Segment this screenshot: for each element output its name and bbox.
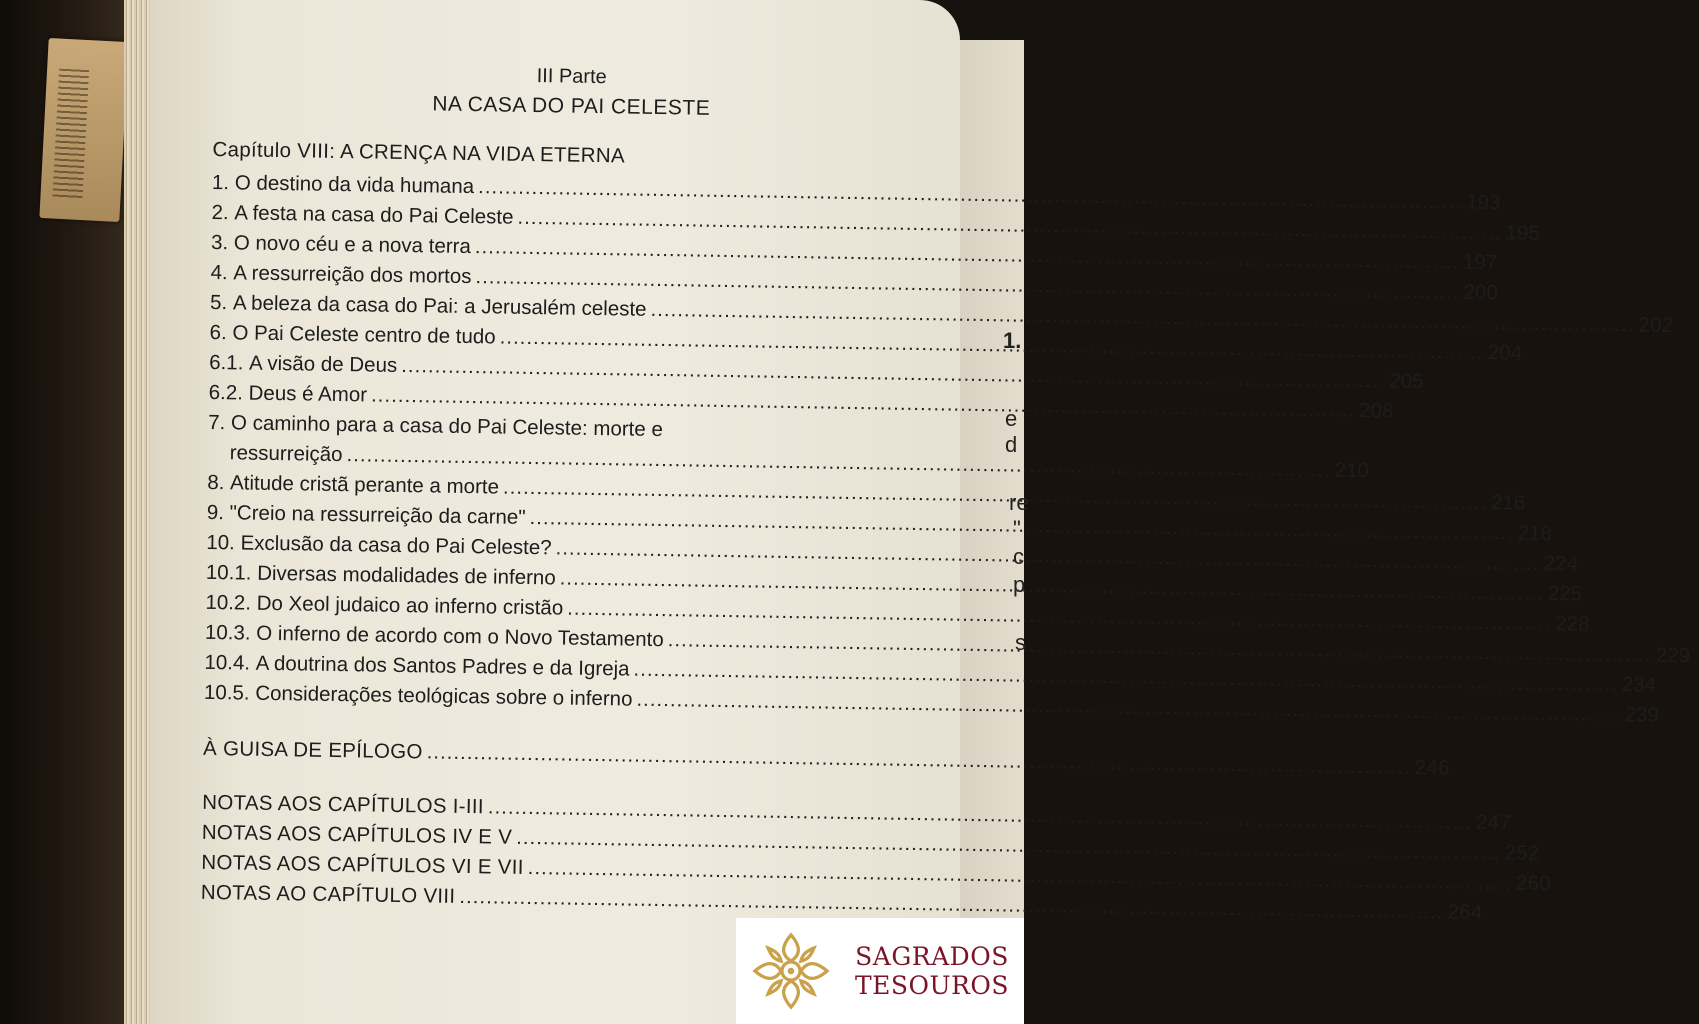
facing-page-fragment: e bbox=[1005, 406, 1018, 431]
toc-page-number: 200 bbox=[1463, 280, 1499, 305]
toc-title: Deus é Amor bbox=[248, 381, 368, 407]
toc-page-number: 260 bbox=[1515, 871, 1552, 896]
toc-page-number: 208 bbox=[1359, 399, 1394, 423]
toc-title: Atitude cristã perante a morte bbox=[229, 471, 500, 499]
toc-page-number: 195 bbox=[1505, 221, 1541, 245]
toc-page-number: 229 bbox=[1655, 643, 1691, 668]
notes-title: NOTAS AOS CAPÍTULOS VI E VII bbox=[201, 850, 524, 879]
toc-title: O inferno de acordo com o Novo Testamento bbox=[256, 621, 664, 652]
chapter-title: Capítulo VIII: A CRENÇA NA VIDA ETERNA bbox=[212, 137, 626, 168]
toc-title: O destino da vida humana bbox=[234, 171, 475, 199]
toc-page-number: 264 bbox=[1447, 900, 1483, 925]
toc-page-number: 239 bbox=[1624, 703, 1659, 727]
toc-title: Considerações teológicas sobre o inferno bbox=[255, 681, 633, 711]
toc-title: ressurreição bbox=[229, 441, 343, 467]
toc-page-number: 202 bbox=[1638, 313, 1674, 337]
facing-page-fragment: " bbox=[1013, 516, 1021, 541]
toc-title: O novo céu e a nova terra bbox=[233, 231, 472, 259]
facing-page-fragment: 1. bbox=[1003, 328, 1022, 353]
toc-number: 10.5. bbox=[203, 680, 256, 705]
toc-page-number: 205 bbox=[1389, 369, 1424, 394]
toc-title: A beleza da casa do Pai: a Jerusalém celeste bbox=[232, 291, 647, 321]
ornament-icon bbox=[750, 930, 832, 1012]
toc-number: 10.3. bbox=[204, 620, 257, 645]
toc-page-number: 246 bbox=[1414, 755, 1451, 780]
part-label: III Parte bbox=[536, 65, 607, 89]
notes-title: NOTAS AOS CAPÍTULOS IV E V bbox=[201, 820, 513, 849]
toc-number: 10.2. bbox=[205, 590, 257, 615]
part-header bbox=[213, 56, 920, 127]
toc-title: Diversas modalidades de inferno bbox=[256, 561, 556, 590]
toc-page-number: 252 bbox=[1504, 841, 1540, 865]
brand-logo bbox=[736, 918, 1024, 1024]
epilogue-row bbox=[202, 734, 1451, 780]
toc-number: 10.1. bbox=[205, 560, 258, 585]
toc-page-number: 210 bbox=[1334, 458, 1370, 483]
part-title: NA CASA DO PAI CELESTE bbox=[432, 92, 711, 120]
facing-page-fragment: s bbox=[1015, 630, 1026, 655]
toc-page-number: 228 bbox=[1555, 612, 1590, 636]
toc-page-number: 218 bbox=[1517, 521, 1553, 546]
toc-number: 3. bbox=[210, 230, 235, 255]
notes-title: NOTAS AO CAPÍTULO VIII bbox=[200, 880, 456, 908]
brand-name bbox=[842, 942, 1022, 1000]
toc-title: O Pai Celeste centro de tudo bbox=[232, 321, 496, 349]
facing-page-fragment: c bbox=[1013, 544, 1024, 569]
toc-page-number: 204 bbox=[1487, 341, 1523, 365]
toc-page-number: 197 bbox=[1462, 250, 1498, 275]
toc-title: A festa na casa do Pai Celeste bbox=[234, 201, 514, 229]
toc-title: Do Xeol judaico ao inferno cristão bbox=[256, 591, 564, 620]
toc-title: Exclusão da casa do Pai Celeste? bbox=[240, 531, 552, 560]
epilogue-title: À GUISA DE EPÍLOGO bbox=[202, 736, 423, 764]
facing-page-fragment: re bbox=[1009, 490, 1029, 515]
toc-number: 10.4. bbox=[204, 650, 256, 675]
toc-number: 6. bbox=[209, 320, 233, 345]
toc-page-number: 216 bbox=[1490, 491, 1526, 515]
toc-number: 6.2. bbox=[208, 380, 249, 405]
toc-page-number: 234 bbox=[1621, 673, 1657, 697]
toc-page-number: 224 bbox=[1543, 551, 1579, 576]
toc-number: 9. bbox=[206, 500, 230, 525]
brand-line-1: SAGRADOS bbox=[855, 942, 1009, 971]
toc-number: 7. bbox=[208, 410, 232, 435]
toc-page-number: 247 bbox=[1475, 810, 1512, 835]
toc-number: 2. bbox=[211, 200, 235, 225]
toc-number: 10. bbox=[206, 530, 241, 555]
library-label-sticker bbox=[39, 38, 128, 222]
toc-number: 4. bbox=[210, 260, 234, 285]
toc-title: A visão de Deus bbox=[248, 351, 398, 377]
toc-title-line1: O caminho para a casa do Pai Celeste: morte e bbox=[230, 411, 664, 442]
toc-title: "Creio na ressurreição da carne" bbox=[229, 501, 526, 529]
toc-title: A ressurreição dos mortos bbox=[233, 261, 472, 289]
toc-number: 1. bbox=[211, 170, 235, 195]
facing-page-fragment: d bbox=[1005, 432, 1018, 457]
toc-page-number: 225 bbox=[1547, 582, 1583, 606]
toc-page-number: 193 bbox=[1466, 190, 1501, 215]
notes-title: NOTAS AOS CAPÍTULOS I-III bbox=[202, 790, 485, 819]
facing-page-fragment: p bbox=[1013, 572, 1026, 597]
toc-number: 6.1. bbox=[209, 350, 250, 375]
toc-number: 8. bbox=[207, 470, 231, 495]
toc-title: A doutrina dos Santos Padres e da Igreja bbox=[255, 651, 630, 681]
toc-number: 5. bbox=[209, 290, 234, 315]
brand-line-2: TESOUROS bbox=[854, 971, 1010, 1000]
table-of-contents bbox=[200, 56, 1691, 925]
